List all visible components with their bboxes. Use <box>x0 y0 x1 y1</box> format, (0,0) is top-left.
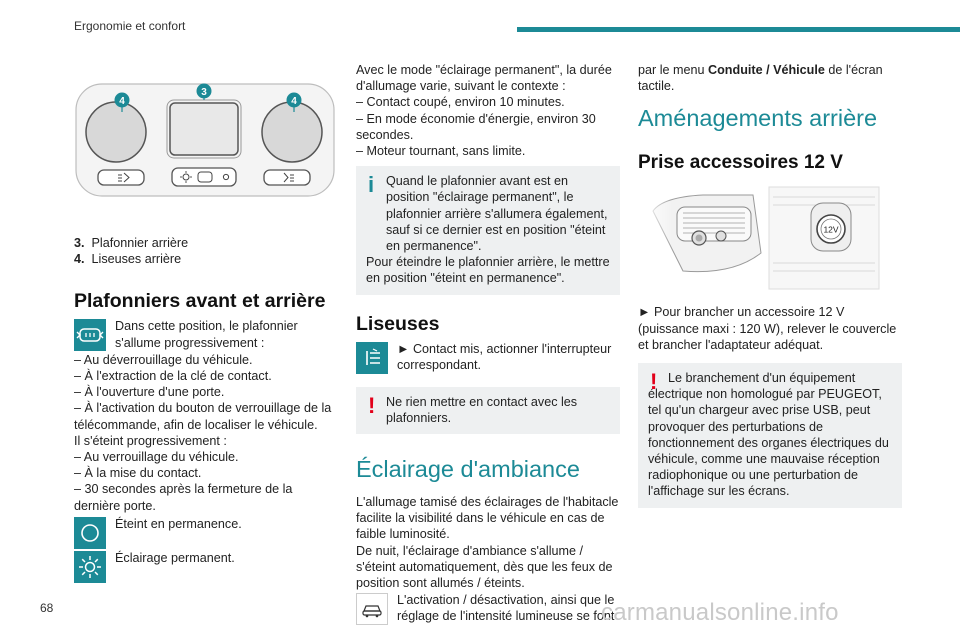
ambiance-text-1: L'allumage tamisé des éclairages de l'habitacle facilite la visibilité dans le véhicule en cas de faible luminosité. <box>356 495 619 542</box>
section-title-liseuses: Liseuses <box>356 312 440 335</box>
permanent-mode-label: Éclairage permanent. <box>115 550 235 565</box>
section-title-plafonniers: Plafonniers avant et arrière <box>74 290 326 313</box>
socket-label: 12V <box>823 224 839 235</box>
callout-label: 3 <box>201 87 207 98</box>
door-mode-text: Dans cette position, le plafonnier s'allume progressivement : <box>115 319 298 350</box>
liseuses-row <box>356 341 620 375</box>
ceiling-lamp-illustration <box>74 78 336 198</box>
list-line: – 30 secondes après la fermeture de la dernière porte. <box>74 482 293 513</box>
list-line: – Au déverrouillage du véhicule. <box>74 352 253 367</box>
chapter-title-amenagements: Aménagements arrière <box>638 105 878 132</box>
figure-legend <box>74 235 336 267</box>
liseuses-text: ► Contact mis, actionner l'interrupteur correspondant. <box>397 341 612 372</box>
plafonniers-list <box>74 352 336 514</box>
ambiance-icon-row <box>356 592 620 624</box>
list-line: – À la mise du contact. <box>74 466 202 481</box>
permanent-mode-row <box>74 550 336 584</box>
ceiling-lamp-figure <box>74 78 336 198</box>
list-line: – Contact coupé, environ 10 minutes. <box>356 95 565 110</box>
warning-note-socket-text: Le branchement d'un équipement électrique non homologué par PEUGEOT, tel qu'un chargeur avec prise USB, peut provoquer des perturbations de fonctionnement des organes électriques du véhicule, comme une mauvaise réception radiophonique ou une perturbation de l'affichage sur les écrans. <box>648 371 889 499</box>
list-line: – En mode économie d'énergie, environ 30 secondes. <box>356 111 596 142</box>
column-1 <box>74 78 336 584</box>
ambiance-text-2: De nuit, l'éclairage d'ambiance s'allume / s'éteint automatiquement, dès que les feux de position sont allumés / éteints. <box>356 543 613 591</box>
vehicle-icon <box>356 593 388 625</box>
off-mode-label: Éteint en permanence. <box>115 516 242 531</box>
legend-item: 4. Liseuses arrière <box>74 252 182 267</box>
warning-icon: ! <box>650 369 658 395</box>
info-icon: i <box>368 172 375 198</box>
info-note <box>356 166 620 294</box>
reading-lamp-icon <box>356 342 388 374</box>
ambiance-icon-text: L'activation / désactivation, ainsi que le réglage de l'intensité lumineuse se font <box>397 593 615 624</box>
door-mode-icon <box>74 319 106 351</box>
column-2 <box>356 62 620 625</box>
list-line: Il s'éteint progressivement : <box>74 433 227 448</box>
chapter-title-ambiance: Éclairage d'ambiance <box>356 456 580 483</box>
list-line: – Moteur tournant, sans limite. <box>356 144 526 159</box>
circle-off-icon <box>74 517 106 549</box>
door-mode-row <box>74 318 336 350</box>
info-note-text: Quand le plafonnier avant est en position "éclairage permanent", le plafonnier arrière s'allumera également, sauf si ce dernier est en position "éteint en permanence". <box>386 174 608 254</box>
warning-note <box>356 387 620 434</box>
socket-illustration <box>643 183 883 293</box>
list-line: – À l'ouverture d'une porte. <box>74 385 225 400</box>
page-number: 68 <box>40 601 54 615</box>
watermark: carmanualsonline.info <box>601 599 839 626</box>
warning-note-text: Ne rien mettre en contact avec les plafonniers. <box>386 394 578 425</box>
header-accent-bar <box>517 27 960 32</box>
sun-icon <box>74 551 106 583</box>
warning-icon: ! <box>368 392 376 418</box>
socket-instruction: ► Pour brancher un accessoire 12 V (puissance maxi : 120 W), relever le couvercle et brancher l'adaptateur adéquat. <box>638 305 897 352</box>
info-note-text-2: Pour éteindre le plafonnier arrière, le mettre en position "éteint en permanence". <box>366 255 610 286</box>
callout-label: 4 <box>119 96 125 107</box>
socket-figure <box>643 183 883 293</box>
callout-label: 4 <box>291 96 297 107</box>
warning-note-socket <box>638 363 902 508</box>
running-header: Ergonomie et confort <box>74 19 186 33</box>
list-line: – À l'extraction de la clé de contact. <box>74 369 272 384</box>
list-line: – Au verrouillage du véhicule. <box>74 450 239 465</box>
legend-item: 3. Plafonnier arrière <box>74 236 189 250</box>
section-title-prise: Prise accessoires 12 V <box>638 152 843 174</box>
column-3 <box>638 62 902 508</box>
list-line: – À l'activation du bouton de verrouillage de la télécommande, afin de localiser le véhicule. <box>74 401 332 432</box>
continuation-text: par le menu Conduite / Véhicule de l'écran tactile. <box>638 63 883 94</box>
off-mode-row <box>74 516 336 550</box>
permanent-intro: Avec le mode "éclairage permanent", la durée d'allumage varie, suivant le contexte : <box>356 63 612 94</box>
